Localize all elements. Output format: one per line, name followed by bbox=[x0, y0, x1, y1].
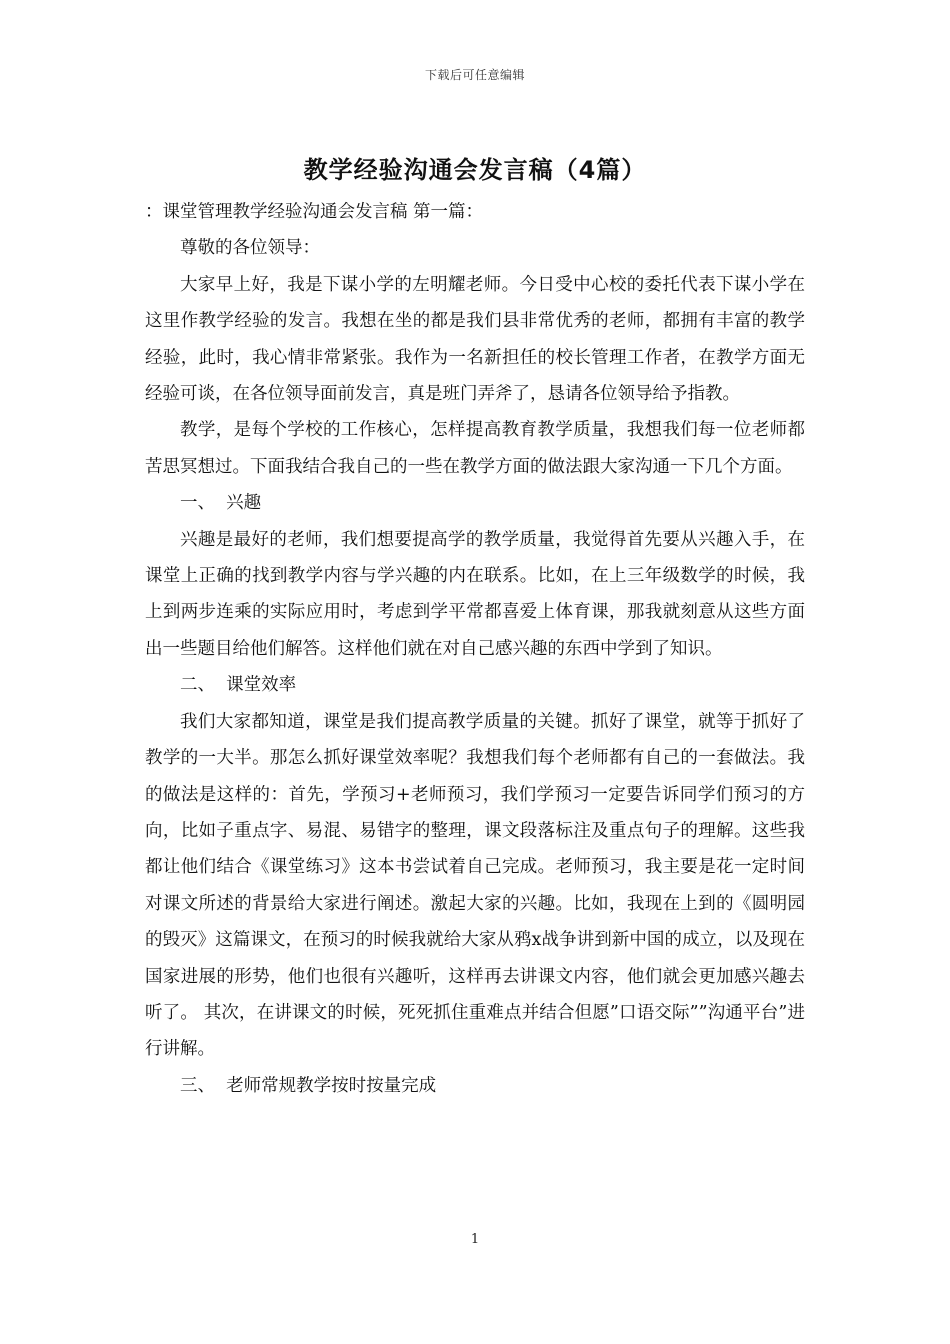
paragraph-efficiency: 我们大家都知道，课堂是我们提高教学质量的关键。抓好了课堂，就等于抓好了教学的一大半。那怎么抓好课堂效率呢？我想我们每个老师都有自己的一套做法。我的做法是这样的：首先，学预习+老师预习，我们学预习一定要告诉同学们预习的方向，比如子重点字、易混、易错字的整理，课文段落标注及重点句子的理解。这些我都让他们结合《课堂练习》这本书尝试着自己完成。老师预习，我主要是花一定时间对课文所述的背景给大家进行阐述。激起大家的兴趣。比如，我现在上到的《圆明园的毁灭》这篇课文，在预习的时候我就给大家从鸦x战争讲到新中国的成立，以及现在国家进展的形势，他们也很有兴趣听，这样再去讲课文内容，他们就会更加感兴趣去听了。 其次，在讲课文的时候，死死抓住重难点并结合但愿”口语交际””沟通平台”进行讲解。 bbox=[145, 711, 805, 1060]
greeting: 尊敬的各位领导： bbox=[180, 238, 320, 259]
document-title: 教学经验沟通会发言稿（4篇） bbox=[303, 156, 647, 184]
paragraph-overview: 教学，是每个学校的工作核心，怎样提高教育教学质量，我想我们每一位老师都苦思冥想过。下面我结合我自己的一些在教学方面的做法跟大家沟通一下几个方面。 bbox=[145, 420, 805, 477]
page-header: 下载后可任意编辑 bbox=[424, 68, 525, 82]
section-heading-routine: 三、 老师常规教学按时按量完成 bbox=[180, 1075, 437, 1096]
document-subtitle: ：课堂管理教学经验沟通会发言稿 第一篇： bbox=[145, 202, 484, 222]
section-heading-efficiency: 二、 课堂效率 bbox=[180, 675, 297, 696]
paragraph-intro: 大家早上好，我是下谋小学的左明耀老师。今日受中心校的委托代表下谋小学在这里作教学经验的发言。我想在坐的都是我们县非常优秀的老师，都拥有丰富的教学经验，此时，我心情非常紧张。我作为一名新担任的校长管理工作者，在教学方面无经验可谈，在各位领导面前发言，真是班门弄斧了，恳请各位领导给予指教。 bbox=[145, 274, 805, 405]
section-heading-interest: 一、 兴趣 bbox=[180, 493, 262, 514]
page-number: 1 bbox=[470, 1232, 480, 1247]
paragraph-interest: 兴趣是最好的老师，我们想要提高学的教学质量，我觉得首先要从兴趣入手，在课堂上正确的找到教学内容与学兴趣的内在联系。比如，在上三年级数学的时候，我上到两步连乘的实际应用时，考虑到学平常都喜爱上体育课，那我就刻意从这些方面出一些题目给他们解答。这样他们就在对自己感兴趣的东西中学到了知识。 bbox=[145, 529, 805, 659]
document-body bbox=[145, 194, 805, 1104]
